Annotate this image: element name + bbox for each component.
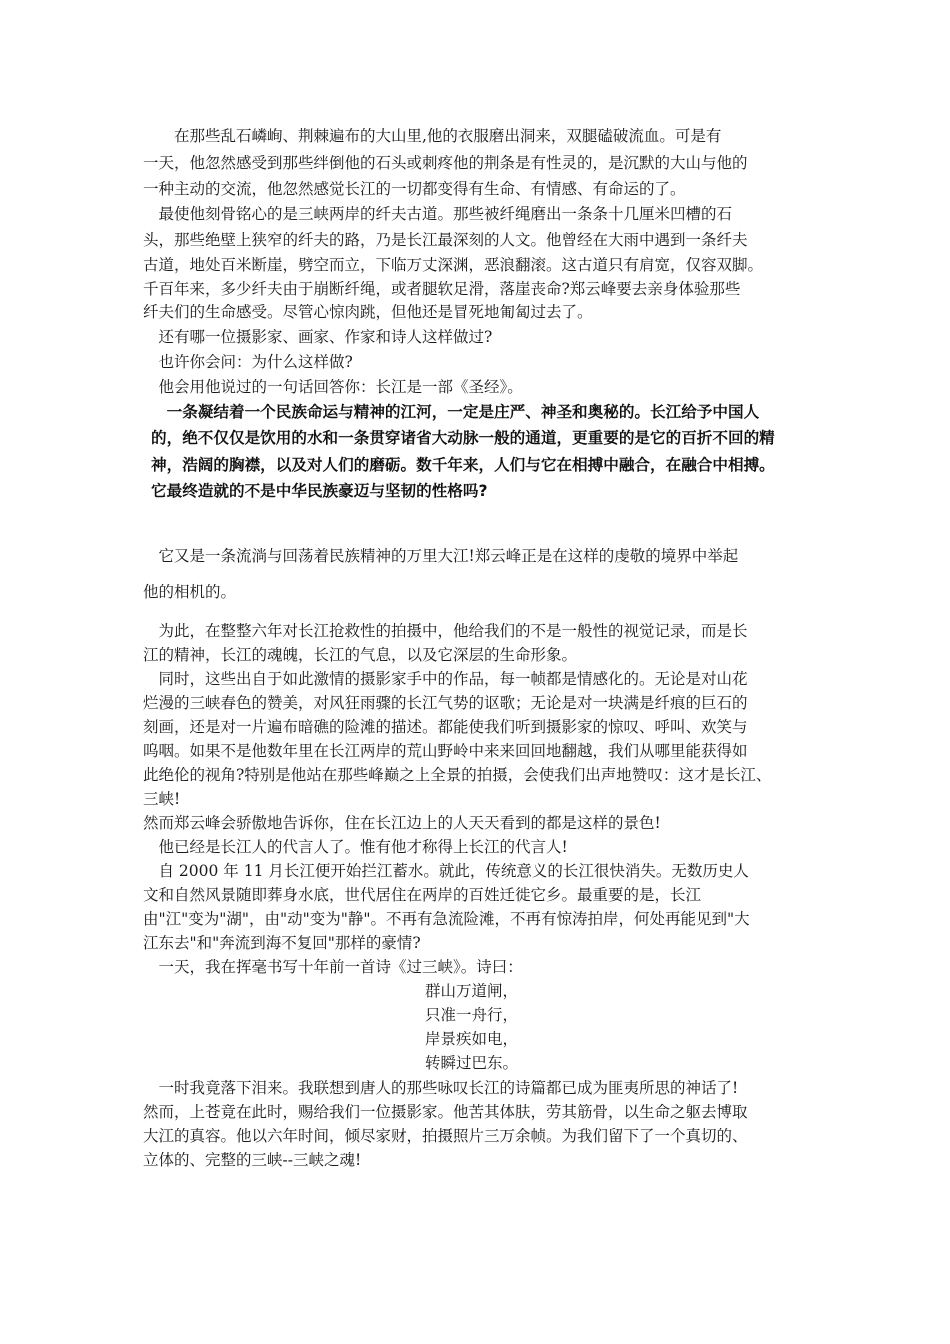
text-line: 然而郑云峰会骄傲地告诉你，住在长江边上的人天天看到的都是这样的景色! <box>143 814 661 832</box>
text-line: 头，那些绝壁上狭窄的纤夫的路，乃是长江最深刻的人文。他曾经在大雨中遇到一条纤夫 <box>143 231 748 249</box>
text-line: 三峡! <box>143 790 181 808</box>
quote-line: 它最终造就的不是中华民族豪迈与坚韧的性格吗? <box>151 482 488 500</box>
text-line: 江东去"和"奔流到海不复回"那样的豪情? <box>143 934 421 952</box>
text-line: 立体的、完整的三峡--三峡之魂! <box>143 1151 362 1169</box>
text-line: 最使他刻骨铭心的是三峡两岸的纤夫古道。那些被纤绳磨出一条条十几厘米凹槽的石 <box>143 205 733 223</box>
text-line: 江的精神，长江的魂魄，长江的气息，以及它深层的生命形象。 <box>143 646 578 664</box>
poem-line: 岸景疾如电， <box>425 1030 519 1048</box>
text-line: 自 2000 年 11 月长江便开始拦江蓄水。就此，传统意义的长江很快消失。无数历史人 <box>143 862 749 880</box>
text-line: 纤夫们的生命感受。尽管心惊肉跳，但他还是冒死地匍匐过去了。 <box>143 303 593 321</box>
text-line: 千百年来，多少纤夫由于崩断纤绳，或者腿软足滑，落崖丧命?郑云峰要去亲身体验那些 <box>143 280 741 298</box>
text-line: 一天，我在挥毫书写十年前一首诗《过三峡》。诗曰： <box>143 958 523 976</box>
text-line: 它又是一条流淌与回荡着民族精神的万里大江!郑云峰正是在这样的虔敬的境界中举起 <box>143 547 739 565</box>
text-line: 由"江"变为"湖"，由"动"变为"静"。不再有急流险滩，不再有惊涛拍岸，何处再能见到"大 <box>143 910 750 928</box>
poem-line: 只准一舟行， <box>425 1006 519 1024</box>
text-line: 还有哪一位摄影家、画家、作家和诗人这样做过? <box>143 328 493 346</box>
text-line: 然而，上苍竟在此时，赐给我们一位摄影家。他苦其体肤，劳其筋骨，以生命之躯去博取 <box>143 1103 748 1121</box>
text-line: 此绝伦的视角?特别是他站在那些峰巅之上全景的拍摄，会使我们出声地赞叹：这才是长江、 <box>143 766 772 784</box>
quote-line: 神，浩阔的胸襟，以及对人们的磨砺。数千年来，人们与它在相搏中融合，在融合中相搏。 <box>151 456 775 474</box>
text-line: 他已经是长江人的代言人了。惟有他才称得上长江的代言人! <box>143 838 568 856</box>
poem-line: 转瞬过巴东。 <box>425 1054 519 1072</box>
text-line: 呜咽。如果不是他数年里在长江两岸的荒山野岭中来来回回地翻越，我们从哪里能获得如 <box>143 742 748 760</box>
text-line: 大江的真容。他以六年时间，倾尽家财，拍摄照片三万余帧。为我们留下了一个真切的、 <box>143 1127 748 1145</box>
text-line: 在那些乱石嶙峋、荆棘遍布的大山里,他的衣服磨出洞来，双腿磕破流血。可是有 <box>143 127 722 145</box>
quote-line: 一条凝结着一个民族命运与精神的江河，一定是庄严、神圣和奥秘的。长江给予中国人 <box>151 403 760 421</box>
text-line: 为此，在整整六年对长江抢救性的拍摄中，他给我们的不是一般性的视觉记录，而是长 <box>143 622 748 640</box>
quote-line: 的，绝不仅仅是饮用的水和一条贯穿诸省大动脉一般的通道，更重要的是它的百折不回的精 <box>151 429 775 447</box>
text-line: 一种主动的交流，他忽然感觉长江的一切都变得有生命、有情感、有命运的了。 <box>143 180 686 198</box>
text-line: 一时我竟落下泪来。我联想到唐人的那些咏叹长江的诗篇都已成为匪夷所思的神话了! <box>143 1079 739 1097</box>
text-line: 古道，地处百米断崖，劈空而立，下临万丈深渊，恶浪翻滚。这古道只有肩宽，仅容双脚。 <box>143 256 764 274</box>
text-line: 一天，他忽然感受到那些绊倒他的石头或刺疼他的荆条是有性灵的，是沉默的大山与他的 <box>143 154 748 172</box>
text-line: 他会用他说过的一句话回答你：长江是一部《圣经》。 <box>143 378 523 396</box>
text-line: 刻画，还是对一片遍布暗礁的险滩的描述。都能使我们听到摄影家的惊叹、呼叫、欢笑与 <box>143 718 748 736</box>
text-line: 烂漫的三峡春色的赞美，对风狂雨骤的长江气势的讴歌；无论是对一块满是纤痕的巨石的 <box>143 694 748 712</box>
text-line: 文和自然风景随即葬身水底，世代居住在两岸的百姓迁徙它乡。最重要的是，长江 <box>143 886 702 904</box>
text-line: 同时，这些出自于如此激情的摄影家手中的作品，每一帧都是情感化的。无论是对山花 <box>143 670 748 688</box>
text-line: 也许你会问：为什么这样做? <box>143 353 353 371</box>
text-line: 他的相机的。 <box>143 583 237 601</box>
poem-line: 群山万道闸， <box>425 982 519 1000</box>
